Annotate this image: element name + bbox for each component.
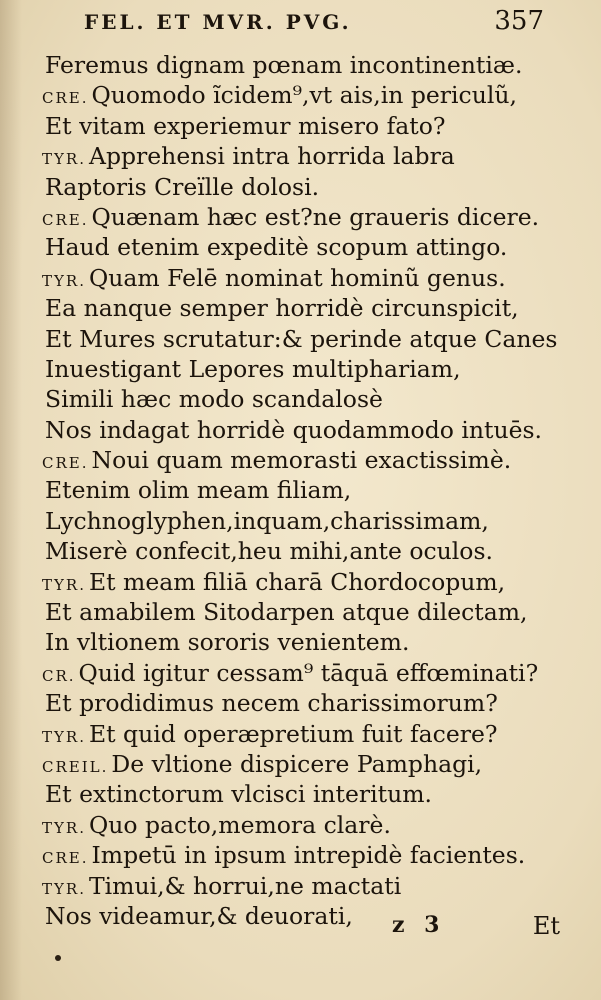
text-line <box>42 384 582 414</box>
text-line <box>42 597 582 627</box>
speaker-label: TYR. <box>42 818 86 837</box>
line-text: Lychnoglyphen,inquam,charissimam, <box>45 506 489 535</box>
line-text: Et vitam experiemur misero fato? <box>45 111 446 140</box>
speaker-label: CRE. <box>42 89 89 108</box>
text-line <box>42 354 582 384</box>
speaker-label: TYR. <box>42 879 86 898</box>
text-line <box>42 263 582 293</box>
spine-shadow <box>0 0 22 1000</box>
speaker-label: TYR. <box>42 575 86 594</box>
line-text: Et prodidimus necem charissimorum? <box>45 689 498 718</box>
text-line <box>42 80 582 110</box>
line-text: Nos indagat horridè quodammodo intuēs. <box>45 415 543 444</box>
text-line <box>42 871 582 901</box>
text-line <box>42 232 582 262</box>
text-line <box>42 445 582 475</box>
text-line <box>42 658 582 688</box>
line-text: Et Mures scrutatur:& perinde atque Canes <box>45 324 558 353</box>
text-line <box>42 50 582 80</box>
line-text: Et quid operæpretium fuit facere? <box>88 719 498 748</box>
catchword: Et <box>532 912 560 940</box>
line-text: Quam Felē nominat hominũ genus. <box>88 263 506 292</box>
text-line <box>42 172 582 202</box>
line-text: Quænam hæc est?ne graueris dicere. <box>91 202 540 231</box>
speaker-label: CRE. <box>42 454 89 473</box>
text-line <box>42 840 582 870</box>
text-line <box>42 475 582 505</box>
page-footer <box>380 912 560 944</box>
line-text: Apprehensi intra horrida labra <box>88 142 455 171</box>
ink-dot <box>55 955 61 961</box>
line-text: Feremus dignam pœnam incontinentiæ. <box>45 51 523 79</box>
text-line <box>42 719 582 749</box>
line-text: Quo pacto,memora clarè. <box>88 810 391 839</box>
line-text: Nos videamur,& deuorati, <box>45 901 353 930</box>
line-text: Et extinctorum vlcisci interitum. <box>45 780 432 809</box>
verse-text-block <box>42 50 582 931</box>
text-line <box>42 141 582 171</box>
line-text: Simili hæc modo scandalosè <box>45 385 383 414</box>
line-text: Miserè confecit,heu mihi,ante oculos. <box>45 537 493 566</box>
line-text: Raptoris Creïlle dolosi. <box>45 172 320 201</box>
speaker-label: CREIL. <box>42 757 109 776</box>
speaker-label: CR. <box>42 666 76 685</box>
speaker-label: TYR. <box>42 271 86 290</box>
line-text: Etenim olim meam filiam, <box>45 476 352 505</box>
line-text: Quomodo ĩcidem⁹,vt ais,in periculũ, <box>91 81 517 110</box>
text-line <box>42 202 582 232</box>
text-line <box>42 567 582 597</box>
text-line <box>42 415 582 445</box>
text-line <box>42 506 582 536</box>
text-line <box>42 536 582 566</box>
text-line <box>42 627 582 657</box>
text-line <box>42 779 582 809</box>
speaker-label: CRE. <box>42 849 89 868</box>
line-text: In vltionem sororis venientem. <box>45 628 410 657</box>
line-text: De vltione dispicere Pamphagi, <box>111 749 483 778</box>
line-text: Quid igitur cessam⁹ tāquā effœminati? <box>78 658 539 687</box>
text-line <box>42 324 582 354</box>
speaker-label: TYR. <box>42 150 86 169</box>
text-line <box>42 749 582 779</box>
line-text: Et amabilem Sitodarpen atque dilectam, <box>45 598 528 627</box>
text-line <box>42 293 582 323</box>
line-text: Noui quam memorasti exactissimè. <box>91 446 512 475</box>
signature-mark: z 3 <box>392 912 446 938</box>
text-line <box>42 810 582 840</box>
line-text: Impetū in ipsum intrepidè facientes. <box>91 841 526 870</box>
line-text: Ea nanque semper horridè circunspicit, <box>45 294 519 323</box>
line-text: Et meam filiā charā Chordocopum, <box>88 567 506 596</box>
page-number: 357 <box>494 6 544 36</box>
speaker-label: TYR. <box>42 727 86 746</box>
running-head: FEL. ET MVR. PVG. <box>84 10 352 34</box>
speaker-label: CRE. <box>42 210 89 229</box>
text-line <box>42 688 582 718</box>
line-text: Haud etenim expeditè scopum attingo. <box>45 233 508 262</box>
text-line <box>42 111 582 141</box>
line-text: Timui,& horrui,ne mactati <box>88 871 402 900</box>
page-header <box>84 6 544 40</box>
line-text: Inuestigant Lepores multiphariam, <box>45 354 461 383</box>
